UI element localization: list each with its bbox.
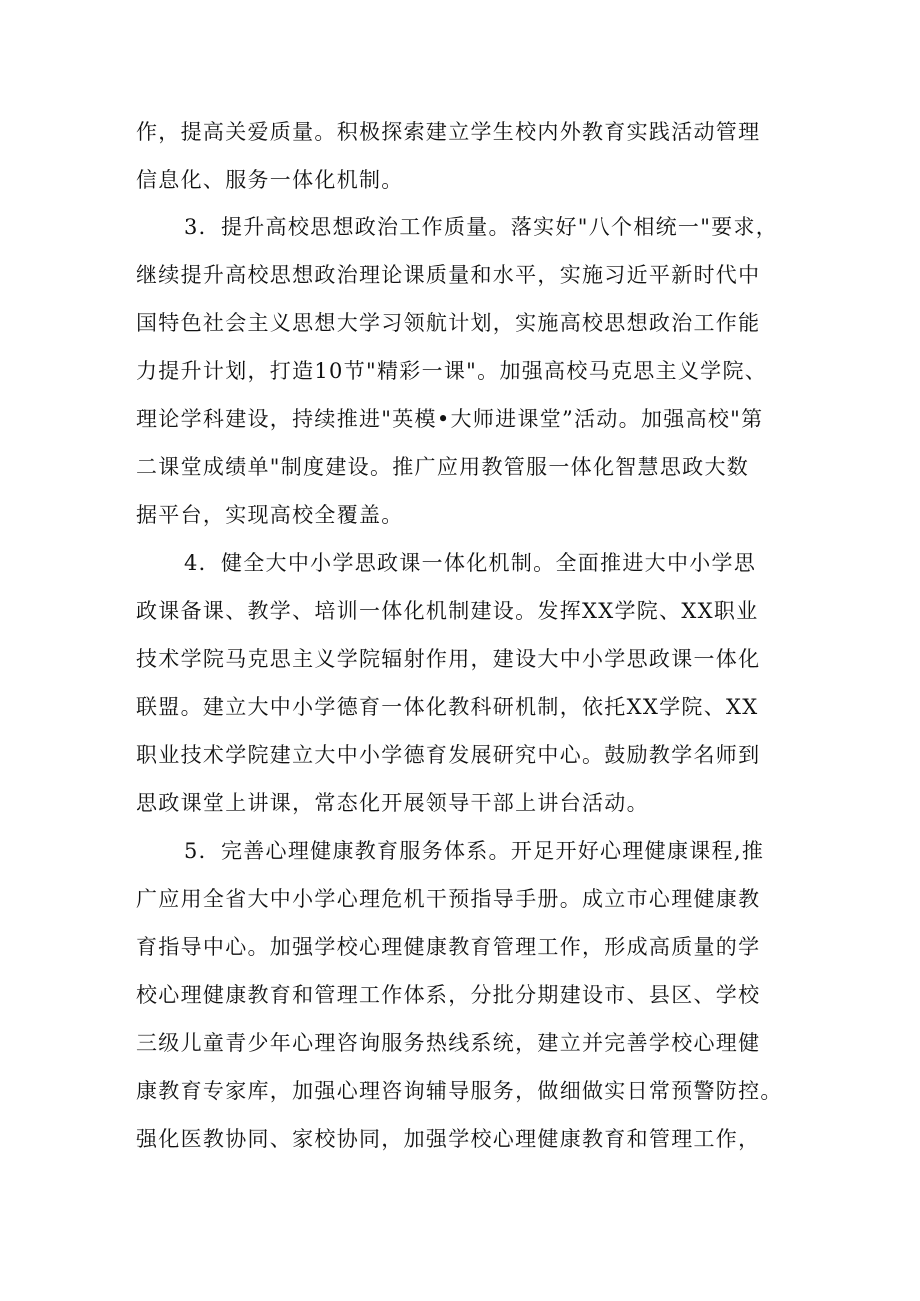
text-line: 广应用全省大中小学心理危机干预指导手册。成立市心理健康教 — [136, 887, 761, 911]
text-line: 继续提升高校思想政治理论课质量和水平，实施习近平新时代中 — [136, 263, 761, 287]
paragraph-3-heading-line: 3．提升高校思想政治工作质量。落实好"八个相统一"要求， — [184, 215, 779, 239]
text-line: 思政课堂上讲课，常态化开展领导干部上讲台活动。 — [136, 791, 649, 815]
text-line: 政课备课、教学、培训一体化机制建设。发挥XX学院、XX职业 — [136, 599, 759, 623]
text-line: 校心理健康教育和管理工作体系，分批分期建设市、县区、学校 — [136, 983, 761, 1007]
text-line: 力提升计划，打造10节"精彩一课"。加强高校马克思主义学院、 — [136, 359, 768, 383]
text-line: 强化医教协同、家校协同，加强学校心理健康教育和管理工作， — [136, 1127, 761, 1151]
text-line: 理论学科建设，持续推进"英模•大师进课堂”活动。加强高校"第 — [136, 407, 764, 431]
text-line: 三级儿童青少年心理咨询服务热线系统，建立并完善学校心理健 — [136, 1031, 761, 1055]
text-line: 国特色社会主义思想大学习领航计划，实施高校思想政治工作能 — [136, 311, 761, 335]
text-line: 职业技术学院建立大中小学德育发展研究中心。鼓励教学名师到 — [136, 743, 761, 767]
text-line: 技术学院马克思主义学院辐射作用，建设大中小学思政课一体化 — [136, 647, 761, 671]
text-line: 信息化、服务一体化机制。 — [136, 168, 404, 192]
text-line: 康教育专家库，加强心理咨询辅导服务，做细做实日常预警防控。 — [136, 1079, 783, 1103]
text-line: 联盟。建立大中小学德育一体化教科研机制，依托XX学院、XX — [136, 695, 759, 719]
text-line: 二课堂成绩单"制度建设。推广应用教管服一体化智慧思政大数 — [136, 455, 750, 479]
text-line: 据平台，实现高校全覆盖。 — [136, 503, 404, 527]
paragraph-5-heading-line: 5．完善心理健康教育服务体系。开足开好心理健康课程,推 — [184, 839, 765, 863]
paragraph-4-heading-line: 4．健全大中小学思政课一体化机制。全面推进大中小学思 — [184, 551, 757, 575]
text-line: 作，提高关爱质量。积极探索建立学生校内外教育实践活动管理 — [136, 120, 761, 144]
text-line: 育指导中心。加强学校心理健康教育管理工作，形成高质量的学 — [136, 935, 761, 959]
